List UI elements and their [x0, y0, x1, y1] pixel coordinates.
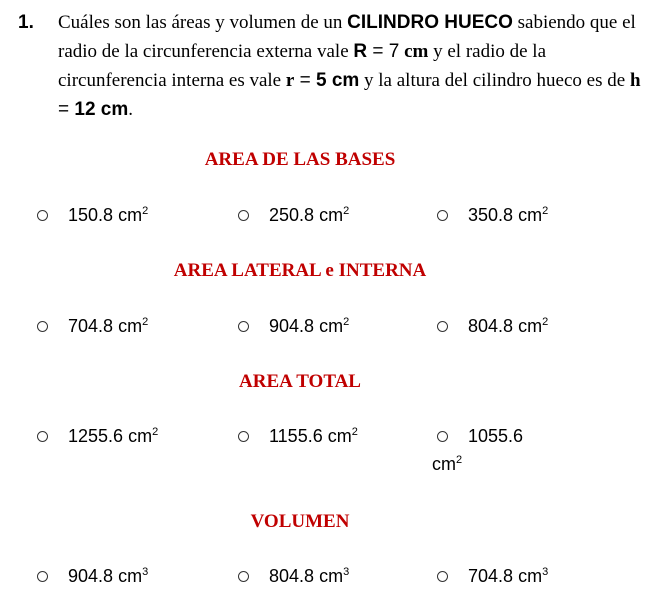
- question-part: .: [128, 99, 133, 120]
- option-unit: $cm^2$: [319, 316, 350, 336]
- option-lateral-2[interactable]: [238, 316, 349, 337]
- option-unit: $cm^2$: [118, 316, 149, 336]
- section-title-lateral: AREA LATERAL e INTERNA: [173, 260, 427, 281]
- radio-icon[interactable]: [37, 321, 48, 332]
- option-unit: $cm^2$: [518, 316, 549, 336]
- option-value: 350.8: [468, 205, 514, 225]
- radio-icon[interactable]: [37, 571, 48, 582]
- option-unit: $cm^2$: [128, 426, 159, 446]
- option-value: 250.8: [269, 205, 315, 225]
- option-unit: $cm^3$: [118, 566, 149, 586]
- option-value: 804.8: [269, 566, 315, 586]
- section-title-total: AREA TOTAL: [239, 371, 361, 392]
- radio-icon[interactable]: [238, 431, 249, 442]
- option-total-2[interactable]: [238, 426, 358, 447]
- option-unit: $cm^3$: [319, 566, 350, 586]
- radio-icon[interactable]: [437, 210, 448, 221]
- radio-icon[interactable]: [437, 431, 448, 442]
- option-value: 150.8: [68, 205, 114, 225]
- question-part: =: [58, 99, 75, 120]
- option-value: 804.8: [468, 316, 514, 336]
- radio-icon[interactable]: [37, 431, 48, 442]
- question-part: CILINDRO HUECO: [347, 12, 513, 33]
- question-statement: [58, 8, 648, 124]
- option-unit: $cm^2$: [327, 426, 358, 446]
- option-lateral-3[interactable]: [437, 316, 548, 337]
- question-part: y la altura del cilindro hueco es de: [359, 70, 630, 91]
- option-bases-2[interactable]: [238, 205, 349, 226]
- question-part: h: [629, 70, 641, 91]
- question-part: y el radio de la circunferencia interna es vale: [58, 41, 547, 91]
- question-part: =: [294, 70, 316, 91]
- option-value: 1155.6: [269, 426, 323, 446]
- option-value: 704.8: [68, 316, 114, 336]
- option-unit: $cm^3$: [518, 566, 549, 586]
- option-lateral-1[interactable]: [37, 316, 148, 337]
- question-part: Cuáles son las áreas y volumen de un: [58, 12, 348, 33]
- option-volumen-1[interactable]: [37, 566, 148, 587]
- option-unit: $cm^2$: [319, 205, 350, 225]
- radio-icon[interactable]: [37, 210, 48, 221]
- question-number: 1.: [18, 12, 34, 33]
- question-part: 12 cm: [74, 99, 129, 120]
- option-value: 904.8: [68, 566, 114, 586]
- section-title-volumen: VOLUMEN: [250, 511, 350, 532]
- question-part: sabiendo que el radio de la circunferencia externa vale: [58, 12, 636, 62]
- section-title-bases: AREA DE LAS BASES: [204, 149, 396, 170]
- option-unit: $cm^2$: [432, 454, 463, 474]
- radio-icon[interactable]: [238, 571, 249, 582]
- option-bases-1[interactable]: [37, 205, 148, 226]
- option-value: 704.8: [468, 566, 514, 586]
- question-part: = 7: [367, 41, 400, 62]
- option-value: 1255.6: [68, 426, 124, 446]
- option-unit: $cm^2$: [118, 205, 149, 225]
- option-value: 904.8: [269, 316, 315, 336]
- question-part: 5 cm: [315, 70, 360, 91]
- question-text: [18, 8, 648, 124]
- radio-icon[interactable]: [238, 210, 249, 221]
- option-total-1[interactable]: [37, 426, 158, 447]
- option-total-3[interactable]: [437, 426, 523, 447]
- radio-icon[interactable]: [437, 571, 448, 582]
- question-part: cm: [399, 41, 429, 62]
- option-unit: $cm^2$: [518, 205, 549, 225]
- question-part: R: [353, 41, 368, 62]
- option-volumen-3[interactable]: [437, 566, 548, 587]
- radio-icon[interactable]: [437, 321, 448, 332]
- radio-icon[interactable]: [238, 321, 249, 332]
- option-value: 1055.6: [468, 426, 524, 446]
- option-bases-3[interactable]: [437, 205, 548, 226]
- option-volumen-2[interactable]: [238, 566, 349, 587]
- question-part: r: [285, 70, 295, 91]
